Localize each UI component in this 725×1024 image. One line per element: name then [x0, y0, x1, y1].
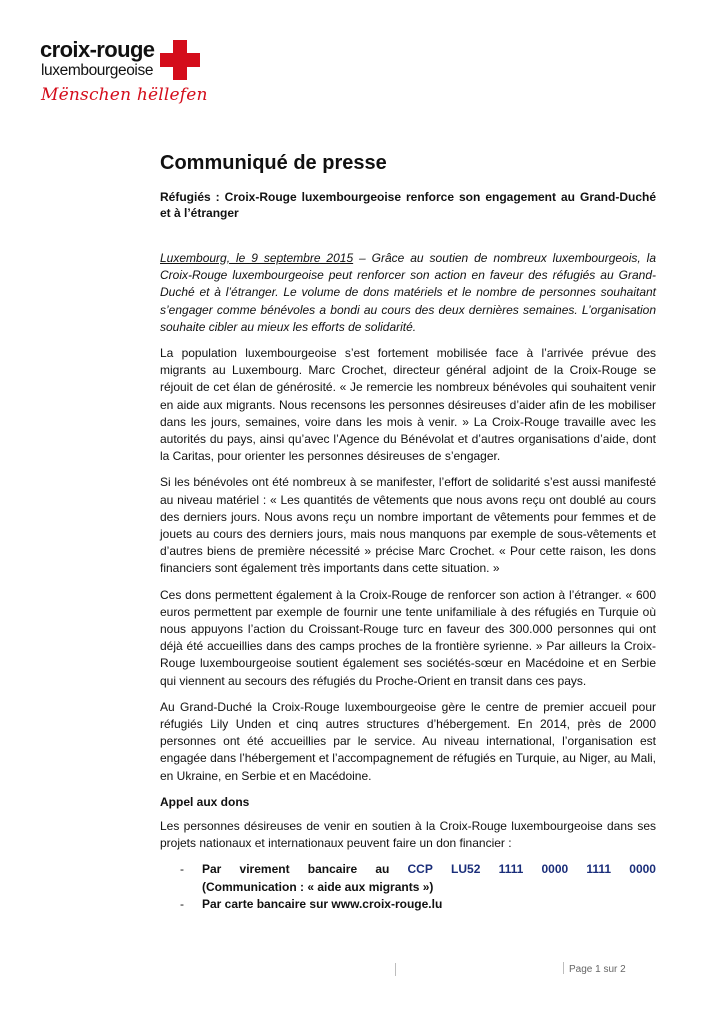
card-payment-text: Par carte bancaire sur www.croix-rouge.lu	[202, 896, 443, 911]
intro-paragraph	[160, 250, 656, 336]
word: 0000	[629, 862, 656, 877]
word: 1111	[498, 862, 524, 877]
bullet-dash: -	[180, 896, 184, 911]
bank-transfer-communication: (Communication : « aide aux migrants »)	[202, 879, 434, 894]
red-cross-icon	[160, 40, 200, 80]
logo-subtitle: luxembourgeoise	[41, 62, 154, 79]
list-item	[160, 896, 656, 913]
page-number-text: Page 1 sur 2	[569, 964, 626, 975]
word: LU52	[451, 862, 481, 877]
appel-heading: Appel aux dons	[160, 794, 250, 809]
bullet-dash: -	[180, 862, 184, 877]
word: virement	[239, 862, 290, 877]
page-number	[563, 962, 626, 977]
appel-text: Les personnes désireuses de venir en soutien à la Croix-Rouge luxembourgeoise dans ses projets nationaux et internationaux peuvent faire un don financier :	[160, 818, 656, 851]
word: au	[375, 862, 390, 877]
word: 1111	[586, 862, 612, 877]
intro-text: – Grâce au soutien de nombreux luxembourgeois, la Croix-Rouge luxembourgeoise peut renforcer son action en faveur des réfugiés au Grand-Duché et à l’étranger. Le volume de dons matériels et le nombre de personnes souhaitant s’engager comme bénévoles a bondi au cours des deux dernières semaines. L’organisation souhaite cibler au mieux les efforts de solidarité.	[160, 251, 656, 334]
list-item	[160, 861, 656, 895]
page-number-divider	[563, 962, 564, 974]
dateline: Luxembourg, le 9 septembre 2015	[160, 251, 354, 265]
paragraph: Au Grand-Duché la Croix-Rouge luxembourgeoise gère le centre de premier accueil pour réfugiés Lily Unden et cinq autres structures d’hébergement. En 2014, près de 2000 personnes ont été accueillies par le service. Au niveau international, l’organisation est engagée dans l’hébergement et l’accompagnement de réfugiés en Turquie, au Niger, au Mali, en Ukraine, en Serbie et en Macédoine.	[160, 699, 656, 783]
paragraph: La population luxembourgeoise s’est fortement mobilisée face à l’arrivée prévue des migrants au Luxembourg. Marc Crochet, directeur général adjoint de la Croix-Rouge se réjouit de cet élan de générosité. « Je remercie les nombreux bénévoles qui souhaitent venir en aide aux migrants. Nous recensons les personnes désireuses d’aider afin de les mobiliser dans les jours, semaines, voire dans les mois à venir. » La Croix-Rouge travaille avec les autorités du pays, ainsi qu’avec l’Agence du Bénévolat et d’autres organisations d’aide, dont la Caritas, pour orienter les personnes désireuses de s’engager.	[160, 346, 656, 464]
paragraph: Ces dons permettent également à la Croix-Rouge de renforcer son action à l’étranger. « 600 euros permettent par exemple de fournir une tente unifamiliale à des réfugiés en Turquie où nous appuyons l’action du Croissant-Rouge turc en faveur des 300.000 personnes qui ont déjà été accueillies dans des camps proches de la frontière syrienne. » Par ailleurs la Croix-Rouge luxembourgeoise soutient également ses sociétés-sœur en Macédoine et en Serbie qui viennent au secours des réfugiés du Proche-Orient en transit dans ces pays.	[160, 587, 656, 688]
document-subtitle: Réfugiés : Croix-Rouge luxembourgeoise renforce son engagement au Grand-Duché et à l’étranger	[160, 190, 656, 220]
donation-list	[160, 861, 656, 913]
word: 0000	[541, 862, 569, 877]
paragraph: Si les bénévoles ont été nombreux à se manifester, l’effort de solidarité s’est aussi manifesté au niveau matériel : « Les quantités de vêtements que nous avons reçu ont doublé au cours des derniers jours. Nous avons reçu un nombre important de vêtements pour femmes et de jouets au cours des derniers jours, mais nous manquons par exemple de sous-vêtements et d’autres biens de première nécessité » précise Marc Crochet. « Pour cette raison, les dons financiers sont également très importants dans cette situation. »	[160, 475, 656, 576]
page-title: Communiqué de presse	[160, 152, 387, 174]
word: CCP	[407, 862, 433, 877]
word: Par	[202, 862, 222, 877]
logo-slogan: Mënschen hëllefen	[41, 85, 208, 105]
footer-divider	[395, 963, 396, 976]
logo-title: croix-rouge	[40, 37, 155, 62]
document-body	[160, 150, 656, 913]
bank-transfer-line	[202, 861, 656, 878]
word: bancaire	[307, 862, 358, 877]
